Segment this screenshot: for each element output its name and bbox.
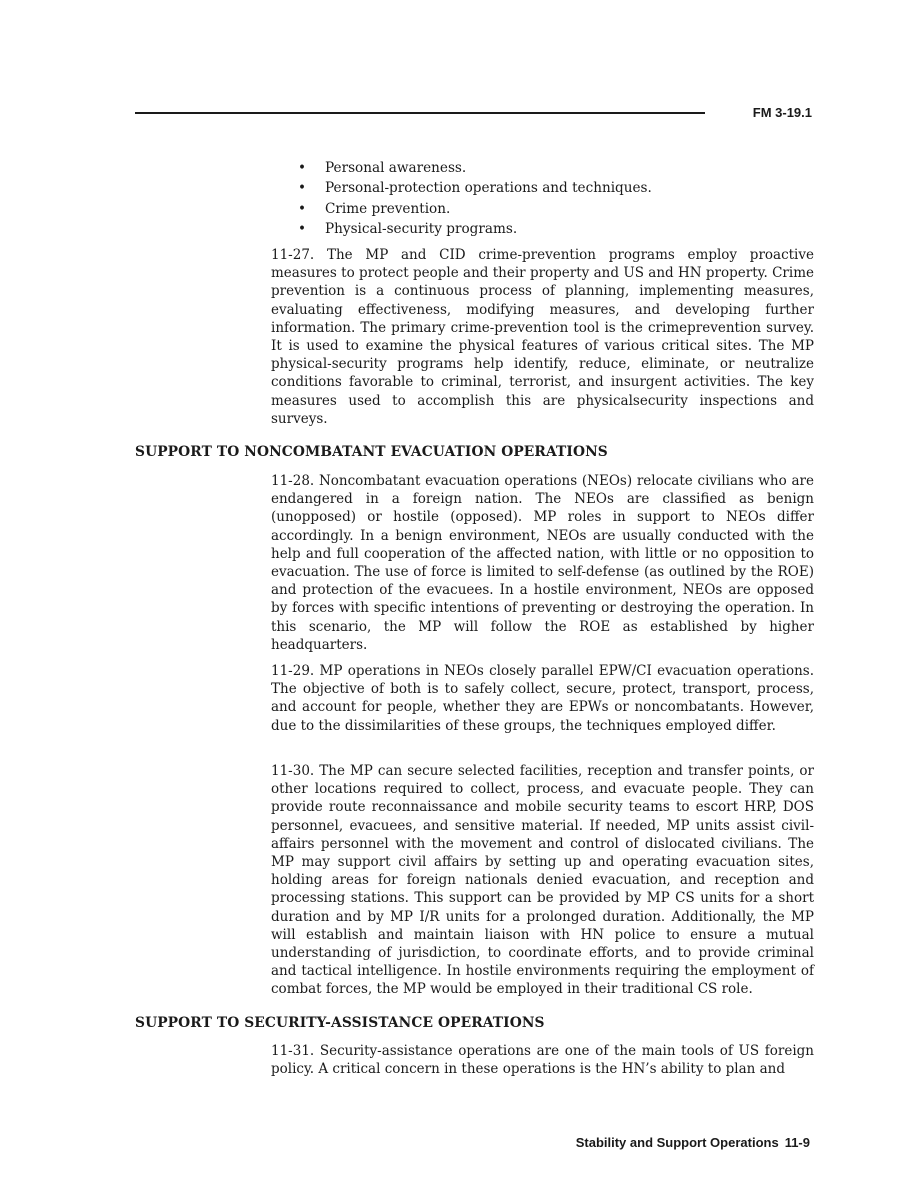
manual-id: FM 3-19.1 [752,105,812,120]
page-footer [576,1135,810,1150]
chapter-title: Stability and Support Operations [575,1135,779,1150]
list-item: • Physical-security programs. [298,219,818,239]
page-number: 11-9 [784,1135,810,1150]
list-item: • Crime prevention. [298,199,818,219]
list-item: • Personal-protection operations and techniques. [298,178,818,198]
section-heading-neo: SUPPORT TO NONCOMBATANT EVACUATION OPERATIONS [135,444,608,460]
paragraph-11-27: 11-27. The MP and CID crime-prevention programs employ proactive measures to protect people and their property and US and HN property. Crime prevention is a continuous process of planning, implementing measures, evaluating effectiveness, modifying measures, and developing further information. The primary crime-prevention tool is the crimeprevention survey. It is used to examine the physical features of various critical sites. The MP physical-security programs help identify, reduce, eliminate, or neutralize conditions favorable to criminal, terrorist, and insurgent activities. The key measures used to accomplish this are physicalsecurity inspections and surveys. [271,247,814,427]
header-rule [135,112,705,114]
paragraph-11-29: 11-29. MP operations in NEOs closely parallel EPW/CI evacuation operations. The objective of both is to safely collect, secure, protect, transport, process, and account for people, whether they are EPWs or noncombatants. However, due to the dissimilarities of these groups, the techniques employed differ. [271,663,814,734]
section-heading-security-assistance: SUPPORT TO SECURITY-ASSISTANCE OPERATIONS [135,1015,545,1031]
paragraph-11-28: 11-28. Noncombatant evacuation operations (NEOs) relocate civilians who are endangered in a foreign nation. The NEOs are classified as benign (unopposed) or hostile (opposed). MP roles in support to NEOs differ accordingly. In a benign environment, NEOs are usually conducted with the help and full cooperation of the affected nation, with little or no opposition to evacuation. The use of force is limited to self-defense (as outlined by the ROE) and protection of the evacuees. In a hostile environment, NEOs are opposed by forces with specific intentions of preventing or destroying the operation. In this scenario, the MP will follow the ROE as established by higher headquarters. [271,473,814,653]
paragraph-11-31: 11-31. Security-assistance operations are one of the main tools of US foreign policy. A critical concern in these operations is the HN’s ability to plan and [271,1043,814,1078]
list-item: • Personal awareness. [298,158,818,178]
bullet-list [298,158,818,239]
paragraph-11-30: 11-30. The MP can secure selected facilities, reception and transfer points, or other locations required to collect, process, and evacuate people. They can provide route reconnaissance and mobile security teams to escort HRP, DOS personnel, evacuees, and sensitive material. If needed, MP units assist civilaffairs personnel with the movement and control of dislocated civilians. The MP may support civil affairs by setting up and operating evacuation sites, holding areas for foreign nationals denied evacuation, and reception and processing stations. This support can be provided by MP CS units for a short duration and by MP I/R units for a prolonged duration. Additionally, the MP will establish and maintain liaison with HN police to ensure a mutual understanding of jurisdiction, to coordinate efforts, and to provide criminal and tactical intelligence. In hostile environments requiring the employment of combat forces, the MP would be employed in their traditional CS role. [271,763,814,998]
